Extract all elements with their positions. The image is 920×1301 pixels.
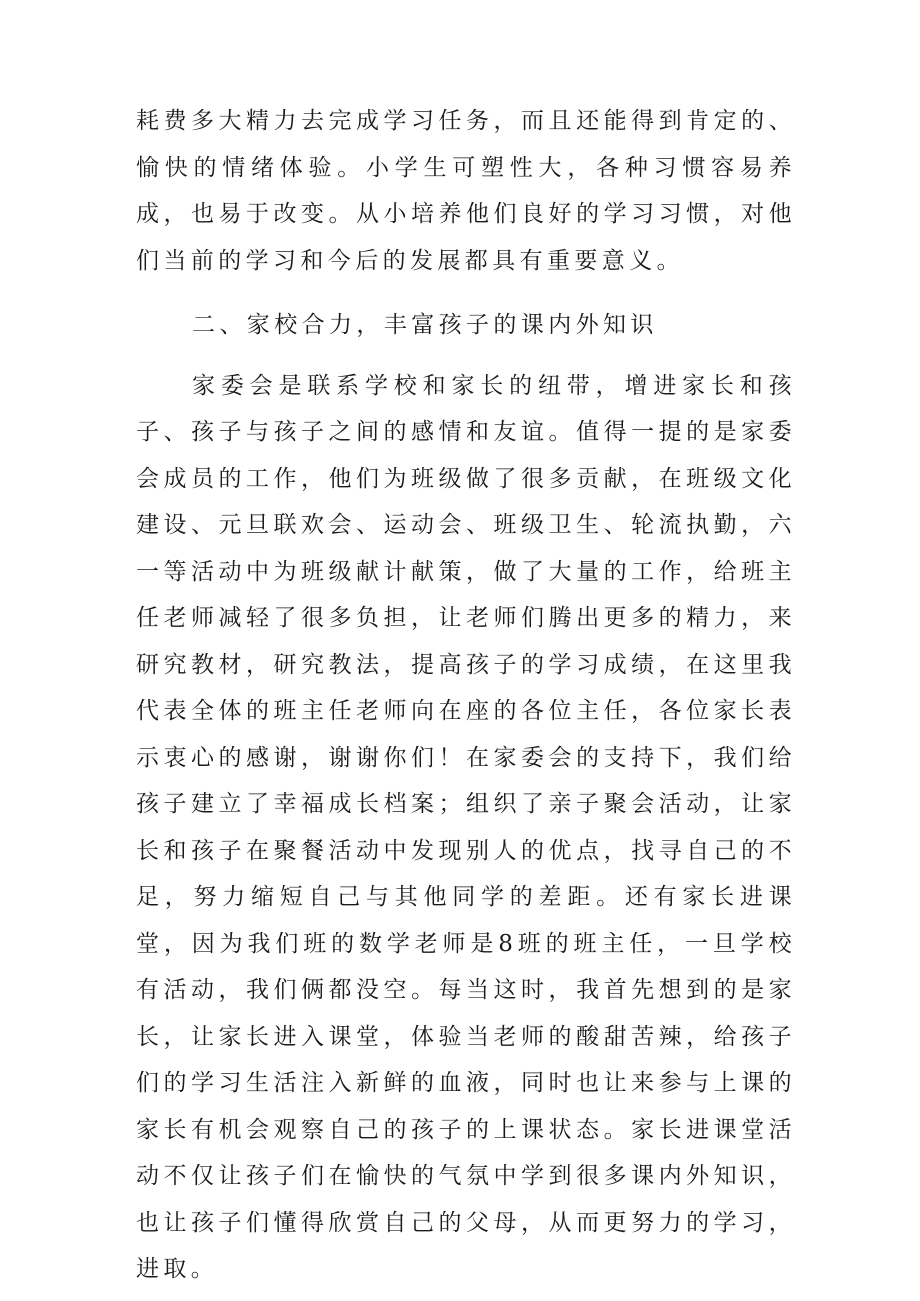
paragraph-continuation: 耗费多大精力去完成学习任务，而且还能得到肯定的、愉快的情绪体验。小学生可塑性大，各种习惯容易养成，也易于改变。从小培养他们良好的学习习惯，对他们当前的学习和今后的发展都具有重要意义。 (136, 108, 796, 274)
document-body (136, 98, 796, 1293)
section-heading: 二、家校合力，丰富孩子的课内外知识 (192, 312, 658, 338)
paragraph-body: 家委会是联系学校和家长的纽带，增进家长和孩子、孩子与孩子之间的感情和友谊。值得一提的是家委会成员的工作，他们为班级做了很多贡献，在班级文化建设、元旦联欢会、运动会、班级卫生、轮流执勤，六一等活动中为班级献计献策，做了大量的工作，给班主任老师减轻了很多负担，让老师们腾出更多的精力，来研究教材，研究教法，提高孩子的学习成绩，在这里我代表全体的班主任老师向在座的各位主任，各位家长表示衷心的感谢，谢谢你们！在家委会的支持下，我们给孩子建立了幸福成长档案；组织了亲子聚会活动，让家长和孩子在聚餐活动中发现别人的优点，找寻自己的不足，努力缩短自己与其他同学的差距。还有家长进课堂，因为我们班的数学老师是8班的班主任，一旦学校有活动，我们俩都没空。每当这时，我首先想到的是家长，让家长进入课堂，体验当老师的酸甜苦辣，给孩子们的学习生活注入新鲜的血液，同时也让来参与上课的家长有机会观察自己的孩子的上课状态。家长进课堂活动不仅让孩子们在愉快的气氛中学到很多课内外知识，也让孩子们懂得欣赏自己的父母，从而更努力的学习，进取。 (136, 372, 796, 1282)
